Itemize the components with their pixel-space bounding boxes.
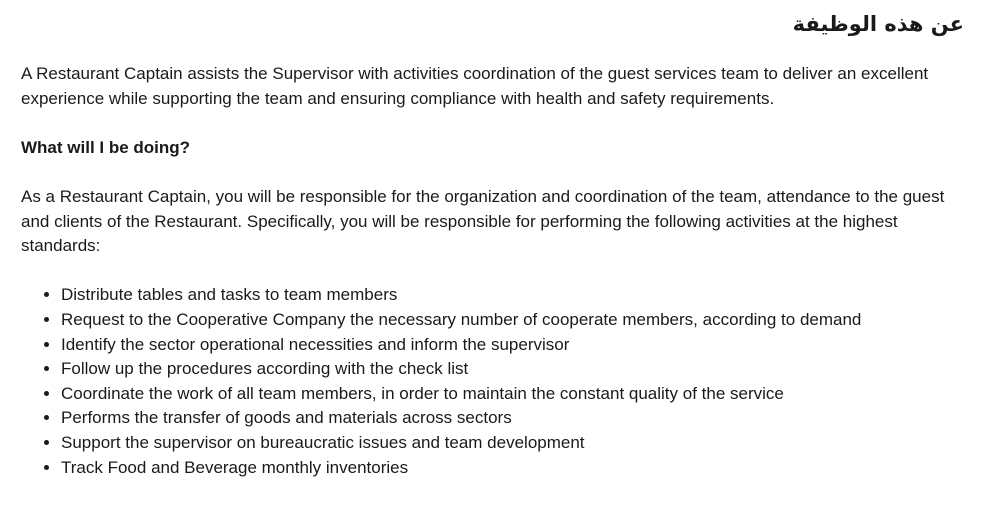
duties-list: [21, 283, 966, 480]
responsibilities-paragraph: As a Restaurant Captain, you will be responsible for the organization and coordination of the team, attendance to the guest and clients of the Restaurant. Specifically, you will be responsible for performing the following activities at the highest standards:: [21, 186, 945, 256]
duty-item: • Identify the sector operational necessities and inform the supervisor: [61, 333, 966, 358]
duty-item: • Coordinate the work of all team members, in order to maintain the constant quality of the service: [61, 382, 966, 407]
intro-paragraph: A Restaurant Captain assists the Supervisor with activities coordination of the guest services team to deliver an excellent experience while supporting the team and ensuring compliance with health and safety requirements.: [21, 64, 929, 108]
duty-item: • Follow up the procedures according with the check list: [61, 357, 966, 382]
duty-item: • Support the supervisor on bureaucratic issues and team development: [61, 431, 966, 456]
duty-item: • Performs the transfer of goods and materials across sectors: [61, 406, 966, 431]
duty-item: • Track Food and Beverage monthly inventories: [61, 456, 966, 481]
job-description-content: [21, 62, 966, 480]
duty-item: • Distribute tables and tasks to team members: [61, 283, 966, 308]
duties-subheading: What will I be doing?: [21, 137, 191, 157]
duty-item: • Request to the Cooperative Company the necessary number of cooperate members, according to demand: [61, 308, 966, 333]
section-title: عن هذه الوظيفة: [792, 12, 964, 36]
